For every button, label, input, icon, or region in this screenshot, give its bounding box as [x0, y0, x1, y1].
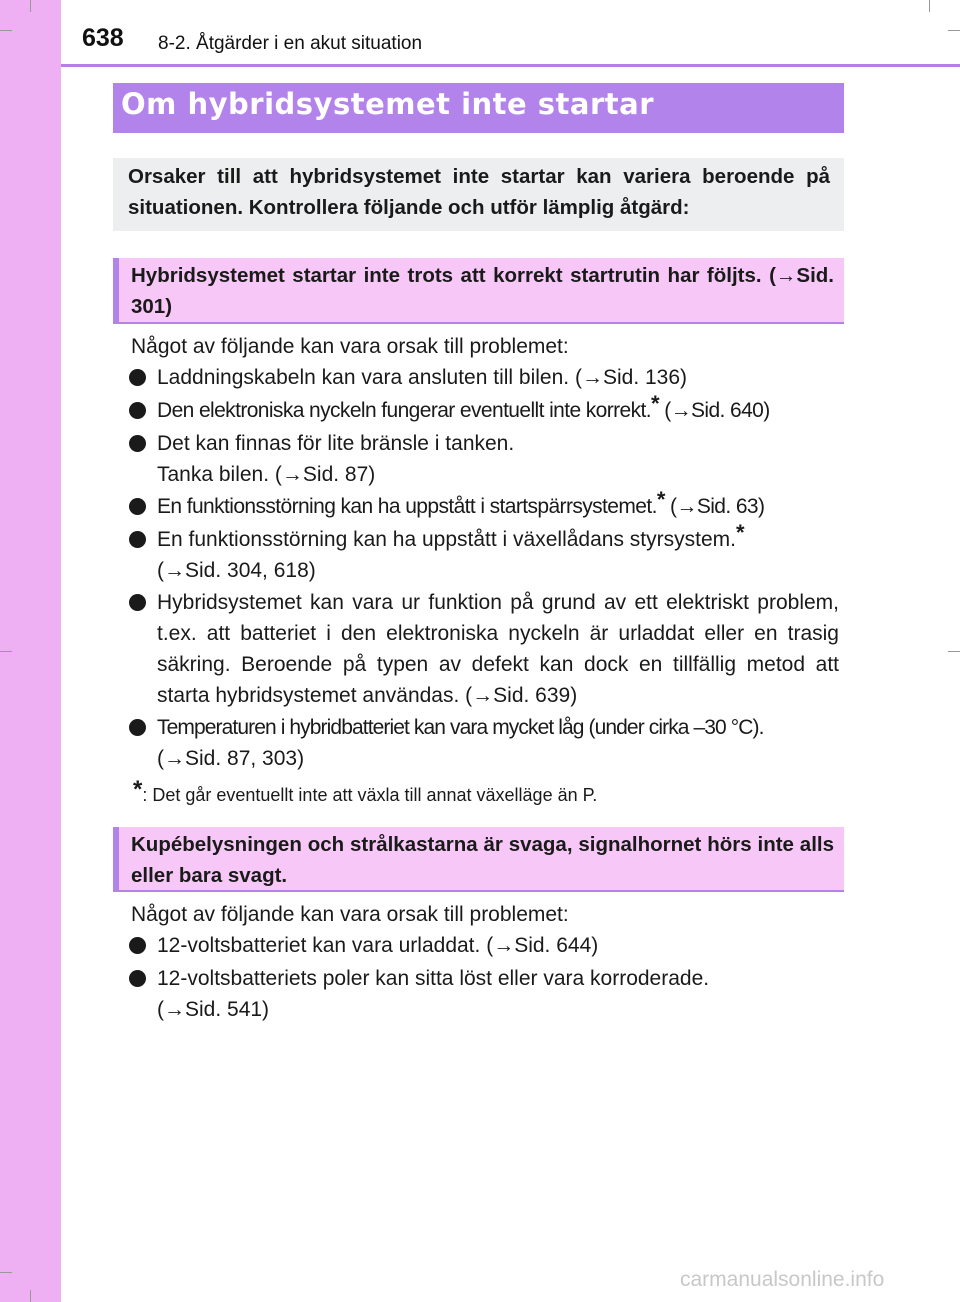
intro-box: Orsaker till att hybridsystemet inte startar kan variera beroende på situationen. Kontrollera följande och utför lämplig åtgärd: [113, 158, 844, 231]
footnote-star: * [735, 520, 745, 545]
page-reference: (→Sid. 541) [157, 998, 270, 1021]
list-item-text-line2: Tanka bilen. [157, 463, 270, 486]
bullet-icon [129, 937, 146, 954]
header-rule [61, 64, 960, 67]
crop-mark [929, 0, 930, 12]
crop-mark [0, 30, 12, 31]
crop-mark [948, 651, 960, 652]
footnote-text: : Det går eventuellt inte att växla till annat växelläge än P. [142, 785, 598, 805]
page-reference: (→Sid. 644) [486, 934, 599, 957]
list-item [129, 963, 839, 1025]
bullet-icon [129, 531, 146, 548]
crop-mark [948, 30, 960, 31]
list-item [129, 391, 839, 426]
section1-lead: Något av följande kan vara orsak till problemet: [131, 335, 569, 358]
bullet-icon [129, 719, 146, 736]
footnote-star: * [650, 391, 659, 416]
footnote-star: * [133, 776, 143, 803]
crop-mark [0, 651, 12, 652]
section2-lead: Något av följande kan vara orsak till problemet: [131, 903, 569, 926]
bullet-icon [129, 435, 146, 452]
section-heading-hybrid-not-starting: Hybridsystemet startar inte trots att korrekt startrutin har följts. (→Sid. 301) [113, 258, 844, 324]
bullet-icon [129, 498, 146, 515]
list-item [129, 362, 839, 393]
list-item [129, 520, 839, 586]
breadcrumb: 8-2. Åtgärder i en akut situation [158, 33, 423, 54]
page-reference: (→Sid. 87, 303) [157, 747, 305, 770]
list-item-text: 12-voltsbatteriet kan vara urladdat. [157, 934, 481, 957]
list-item [129, 587, 839, 711]
section-title-bar [113, 83, 844, 133]
list-item [129, 712, 839, 774]
page-reference: (→Sid. 63) [670, 495, 765, 518]
list-item-text: Laddningskabeln kan vara ansluten till bilen. [157, 366, 570, 389]
footnote-star: * [656, 487, 665, 512]
bullet-icon [129, 594, 146, 611]
footnote [133, 776, 598, 811]
page-title: Om hybridsystemet inte startar [121, 87, 655, 121]
bullet-icon [129, 369, 146, 386]
watermark: carmanualsonline.info [680, 1268, 885, 1291]
list-item [129, 930, 839, 961]
list-item-text: En funktionsstörning kan ha uppstått i växellådans styrsystem. [157, 528, 736, 551]
crop-mark [0, 1272, 12, 1273]
list-item [129, 428, 839, 490]
list-item [129, 487, 839, 522]
page-reference: (→Sid. 639) [465, 684, 578, 707]
page-reference: (→Sid. 136) [574, 366, 688, 389]
list-item-text: Hybridsystemet kan vara ur funktion på grund av ett elektriskt problem, t.ex. att batteriet i den elektroniska nyckeln är urladdat eller en trasig säkring. Beroende på typen av defekt kan dock en tillfällig metod att starta hybridsystemet användas. [157, 591, 839, 707]
bullet-icon [129, 970, 146, 987]
section-heading-weak-lights: Kupébelysningen och strålkastarna är svaga, signalhornet hörs inte alls eller bara svagt. [113, 827, 844, 892]
list-item-text: Det kan finnas för lite bränsle i tanken. [157, 432, 515, 455]
crop-mark [30, 1290, 31, 1302]
list-item-text: 12-voltsbatteriets poler kan sitta löst eller vara korroderade. [157, 967, 710, 990]
page-reference: (→Sid. 640) [664, 399, 770, 422]
page-reference: (→Sid. 304, 618) [157, 559, 316, 582]
list-item-text: En funktionsstörning kan ha uppstått i startspärrsystemet. [157, 495, 657, 518]
page-number: 638 [82, 24, 124, 52]
crop-mark [30, 0, 31, 12]
bullet-icon [129, 402, 146, 419]
list-item-text: Den elektroniska nyckeln fungerar eventuellt inte korrekt. [157, 399, 651, 422]
page-reference: (→Sid. 87) [274, 463, 376, 486]
list-item-text: Temperaturen i hybridbatteriet kan vara mycket låg (under cirka –30 °C). [157, 716, 764, 739]
